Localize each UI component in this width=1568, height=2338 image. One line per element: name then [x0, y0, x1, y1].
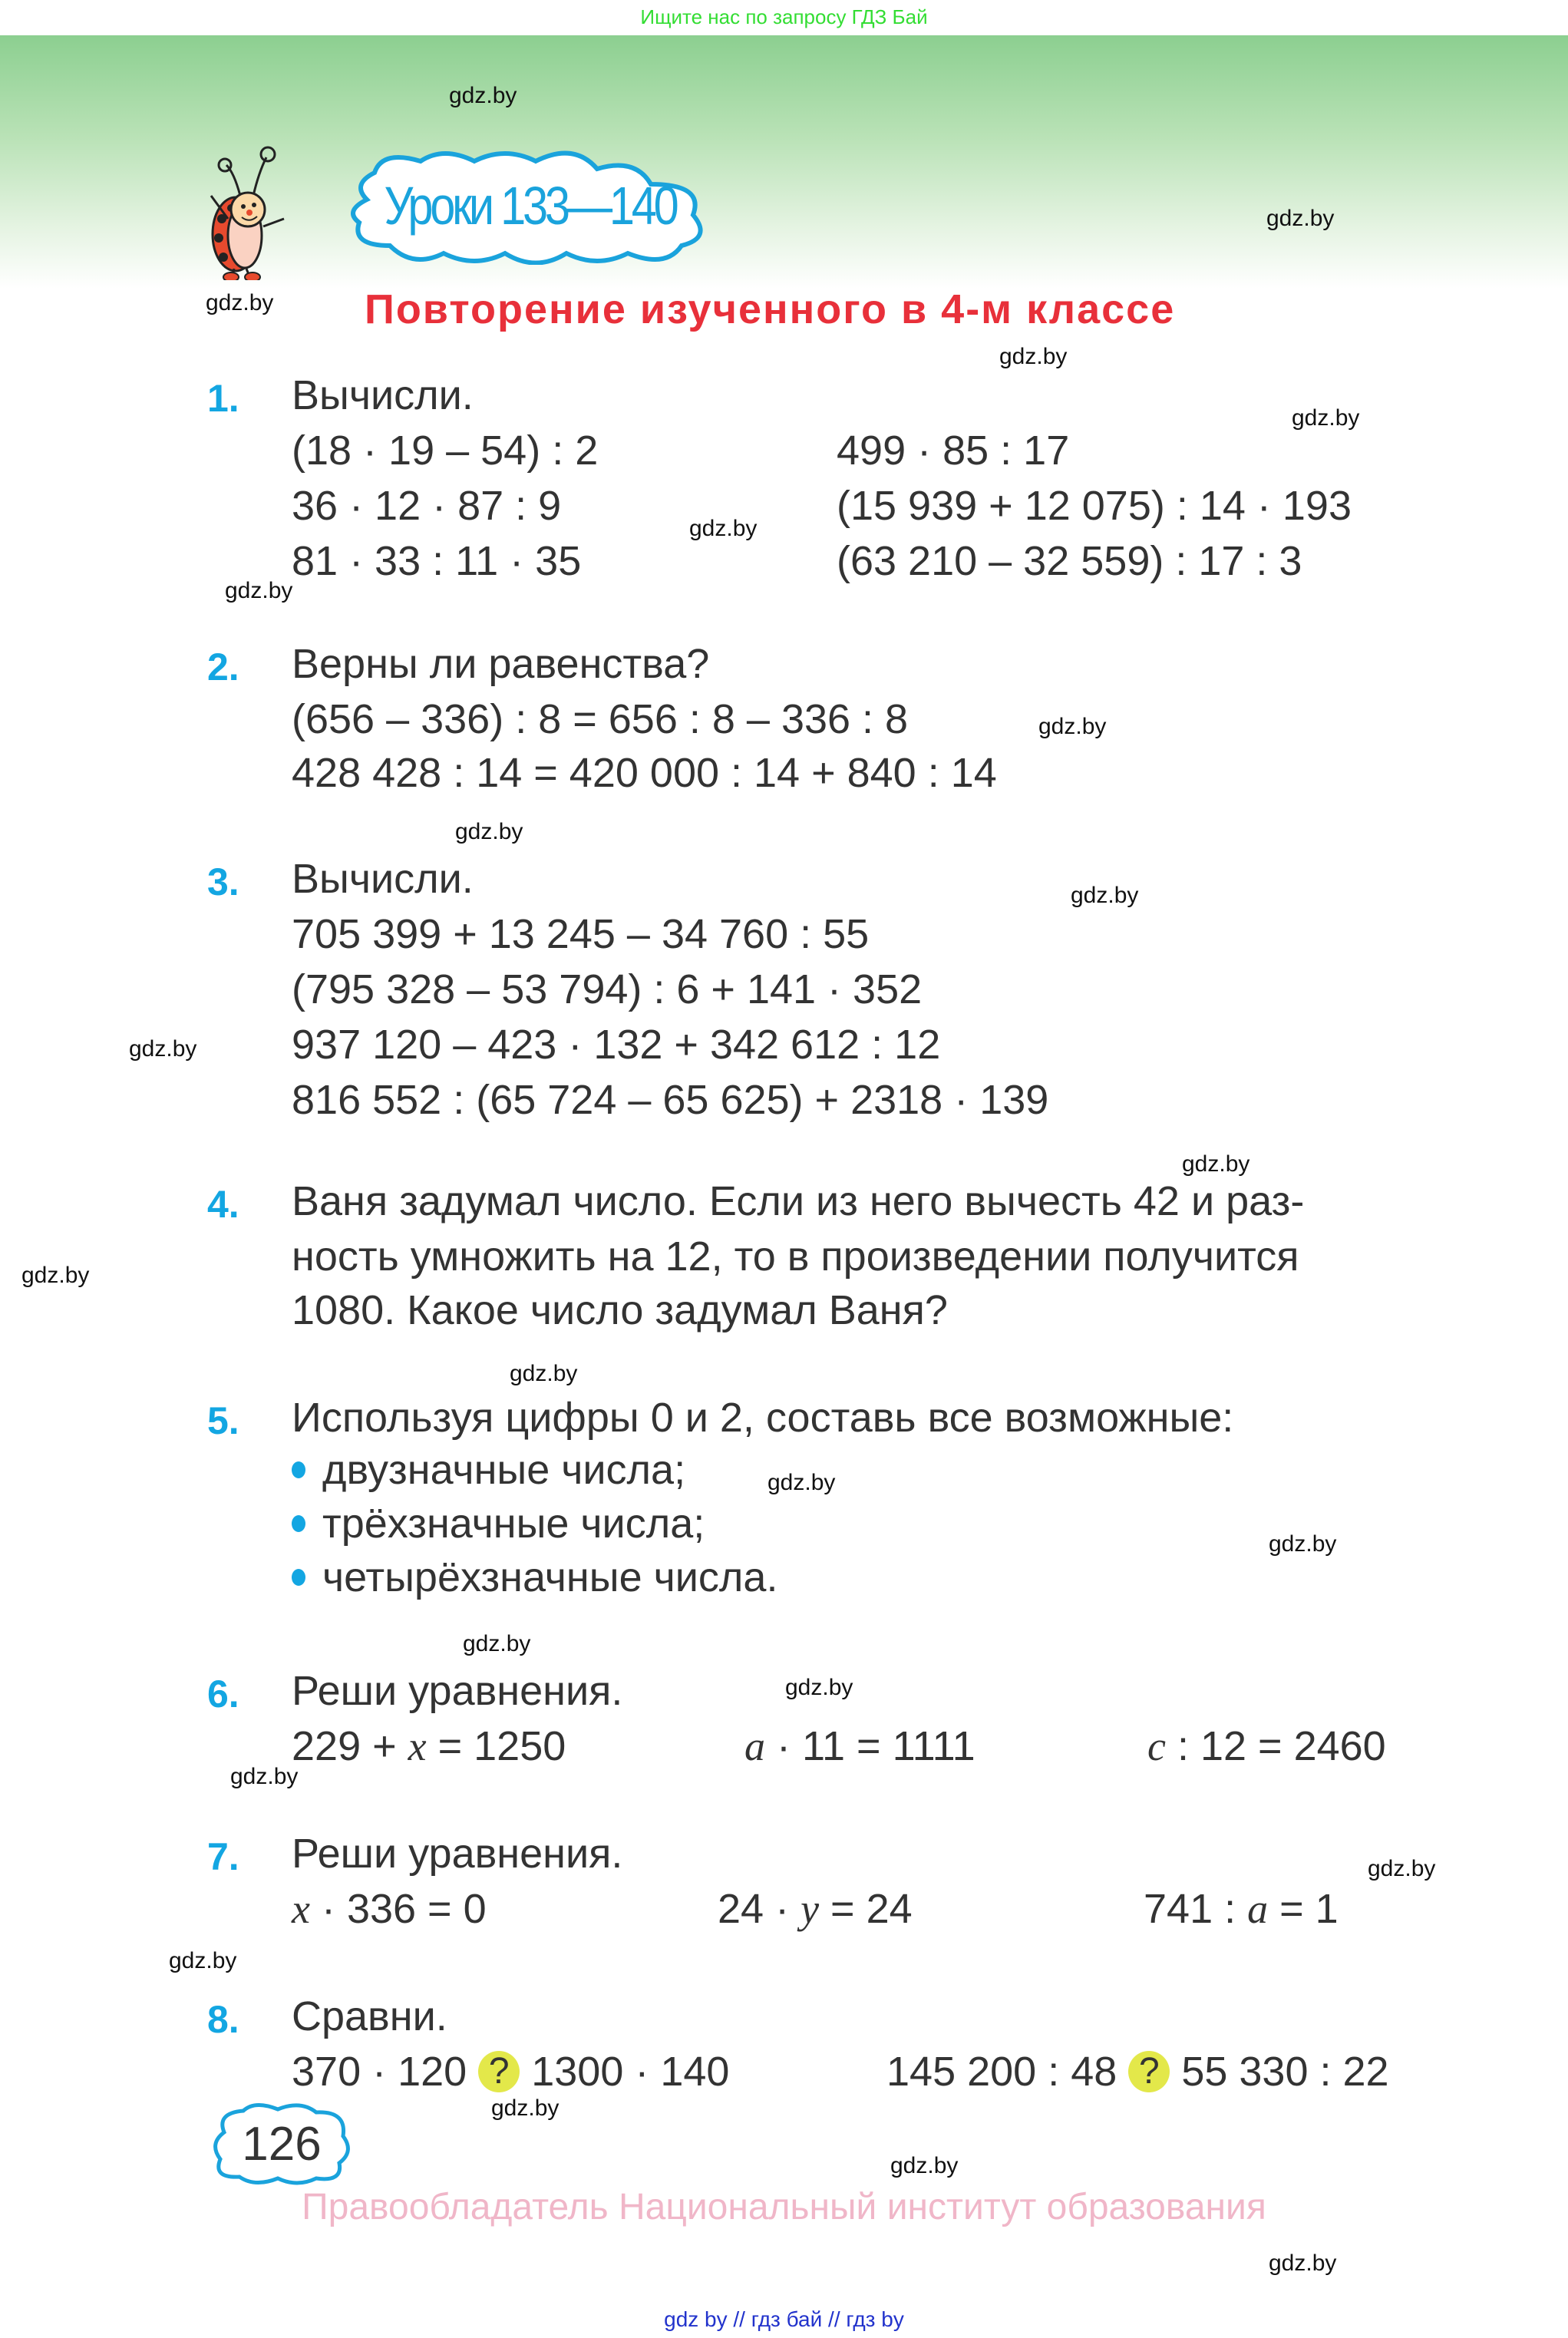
- copyright-notice: Правообладатель Национальный институт образования: [302, 2187, 1266, 2227]
- expression: (18 · 19 – 54) : 2: [292, 428, 599, 474]
- watermark: gdz.by: [510, 1361, 578, 1386]
- problem-text: 1080. Какое число задумал Ваня?: [292, 1287, 948, 1333]
- task-title: Верны ли равенства?: [292, 641, 710, 687]
- watermark: gdz.by: [1269, 2250, 1337, 2276]
- task-number: 7.: [207, 1835, 239, 1878]
- watermark: gdz.by: [129, 1036, 197, 1062]
- bullet-item: двузначные числа;: [292, 1446, 685, 1494]
- watermark: gdz.by: [169, 1948, 237, 1973]
- equation: 741 : a = 1: [1144, 1886, 1339, 1932]
- equation: c : 12 = 2460: [1147, 1723, 1386, 1769]
- watermark: gdz.by: [449, 83, 517, 108]
- task-title: Сравни.: [292, 1993, 447, 2039]
- equality: 428 428 : 14 = 420 000 : 14 + 840 : 14: [292, 750, 997, 796]
- question-mark-icon: ?: [1128, 2051, 1170, 2092]
- page-number: 126: [242, 2117, 322, 2171]
- watermark: gdz.by: [21, 1263, 90, 1288]
- task-title: Вычисли.: [292, 856, 474, 902]
- top-banner[interactable]: Ищите нас по запросу ГДЗ Бай: [0, 0, 1568, 34]
- expression: 36 · 12 · 87 : 9: [292, 483, 562, 529]
- watermark: gdz.by: [1269, 1531, 1337, 1557]
- task-number: 3.: [207, 860, 239, 903]
- bullet-icon: [292, 1461, 305, 1478]
- ladybug-mascot-icon: [196, 142, 299, 280]
- task-number: 4.: [207, 1183, 239, 1226]
- task-number: 5.: [207, 1399, 239, 1442]
- task-title: Используя цифры 0 и 2, составь все возможные:: [292, 1395, 1234, 1441]
- watermark: gdz.by: [1292, 405, 1360, 431]
- watermark: gdz.by: [463, 1631, 531, 1656]
- expression: (63 210 – 32 559) : 17 : 3: [837, 538, 1302, 584]
- equation: 229 + x = 1250: [292, 1723, 566, 1769]
- task-title: Вычисли.: [292, 372, 474, 418]
- lessons-cloud: [344, 146, 716, 265]
- watermark: gdz.by: [1368, 1856, 1436, 1881]
- task-number: 6.: [207, 1673, 239, 1716]
- equality: (656 – 336) : 8 = 656 : 8 – 336 : 8: [292, 696, 909, 742]
- watermark: gdz.by: [785, 1675, 853, 1700]
- watermark: gdz.by: [1038, 714, 1107, 739]
- task-number: 1.: [207, 377, 239, 420]
- watermark: gdz.by: [1182, 1151, 1250, 1177]
- expression: 499 · 85 : 17: [837, 428, 1070, 474]
- expression: 816 552 : (65 724 – 65 625) + 2318 · 139: [292, 1077, 1049, 1123]
- watermark: gdz.by: [230, 1764, 299, 1789]
- expression: (795 328 – 53 794) : 6 + 141 · 352: [292, 966, 923, 1012]
- footer-links[interactable]: gdz by // гдз бай // гдз by: [664, 2307, 904, 2331]
- watermark: gdz.by: [491, 2095, 560, 2121]
- task-number: 2.: [207, 646, 239, 689]
- bullet-icon: [292, 1515, 305, 1532]
- watermark: gdz.by: [1071, 883, 1139, 908]
- watermark: gdz.by: [999, 344, 1068, 369]
- watermark: gdz.by: [1266, 206, 1335, 231]
- bullet-item: четырёхзначные числа.: [292, 1554, 777, 1601]
- expression: (15 939 + 12 075) : 14 · 193: [837, 483, 1352, 529]
- bullet-icon: [292, 1569, 305, 1586]
- expression: 705 399 + 13 245 – 34 760 : 55: [292, 911, 870, 957]
- page-number-cloud: [209, 2102, 355, 2186]
- task-number: 8.: [207, 1998, 239, 2041]
- watermark: gdz.by: [225, 578, 293, 603]
- equation: a · 11 = 1111: [744, 1723, 975, 1769]
- watermark: gdz.by: [767, 1470, 836, 1495]
- problem-text: Ваня задумал число. Если из него вычесть 42 и раз-: [292, 1178, 1305, 1224]
- equation: 24 · y = 24: [718, 1886, 913, 1932]
- problem-text: ность умножить на 12, то в произведении получится: [292, 1233, 1299, 1280]
- lessons-label: Уроки 133—140: [384, 175, 676, 236]
- expression: 81 · 33 : 11 · 35: [292, 538, 582, 584]
- watermark: gdz.by: [206, 290, 274, 315]
- comparison: 370 · 120 ? 1300 · 140: [292, 2049, 730, 2095]
- watermark: gdz.by: [455, 819, 523, 844]
- comparison: 145 200 : 48 ? 55 330 : 22: [886, 2049, 1389, 2095]
- task-title: Реши уравнения.: [292, 1831, 623, 1877]
- expression: 937 120 – 423 · 132 + 342 612 : 12: [292, 1022, 941, 1068]
- section-subtitle: Повторение изученного в 4-м классе: [365, 286, 1176, 332]
- task-title: Реши уравнения.: [292, 1668, 623, 1714]
- equation: x · 336 = 0: [292, 1886, 487, 1932]
- question-mark-icon: ?: [478, 2051, 520, 2092]
- watermark: gdz.by: [689, 516, 758, 541]
- watermark: gdz.by: [890, 2153, 959, 2178]
- bullet-item: трёхзначные числа;: [292, 1500, 705, 1547]
